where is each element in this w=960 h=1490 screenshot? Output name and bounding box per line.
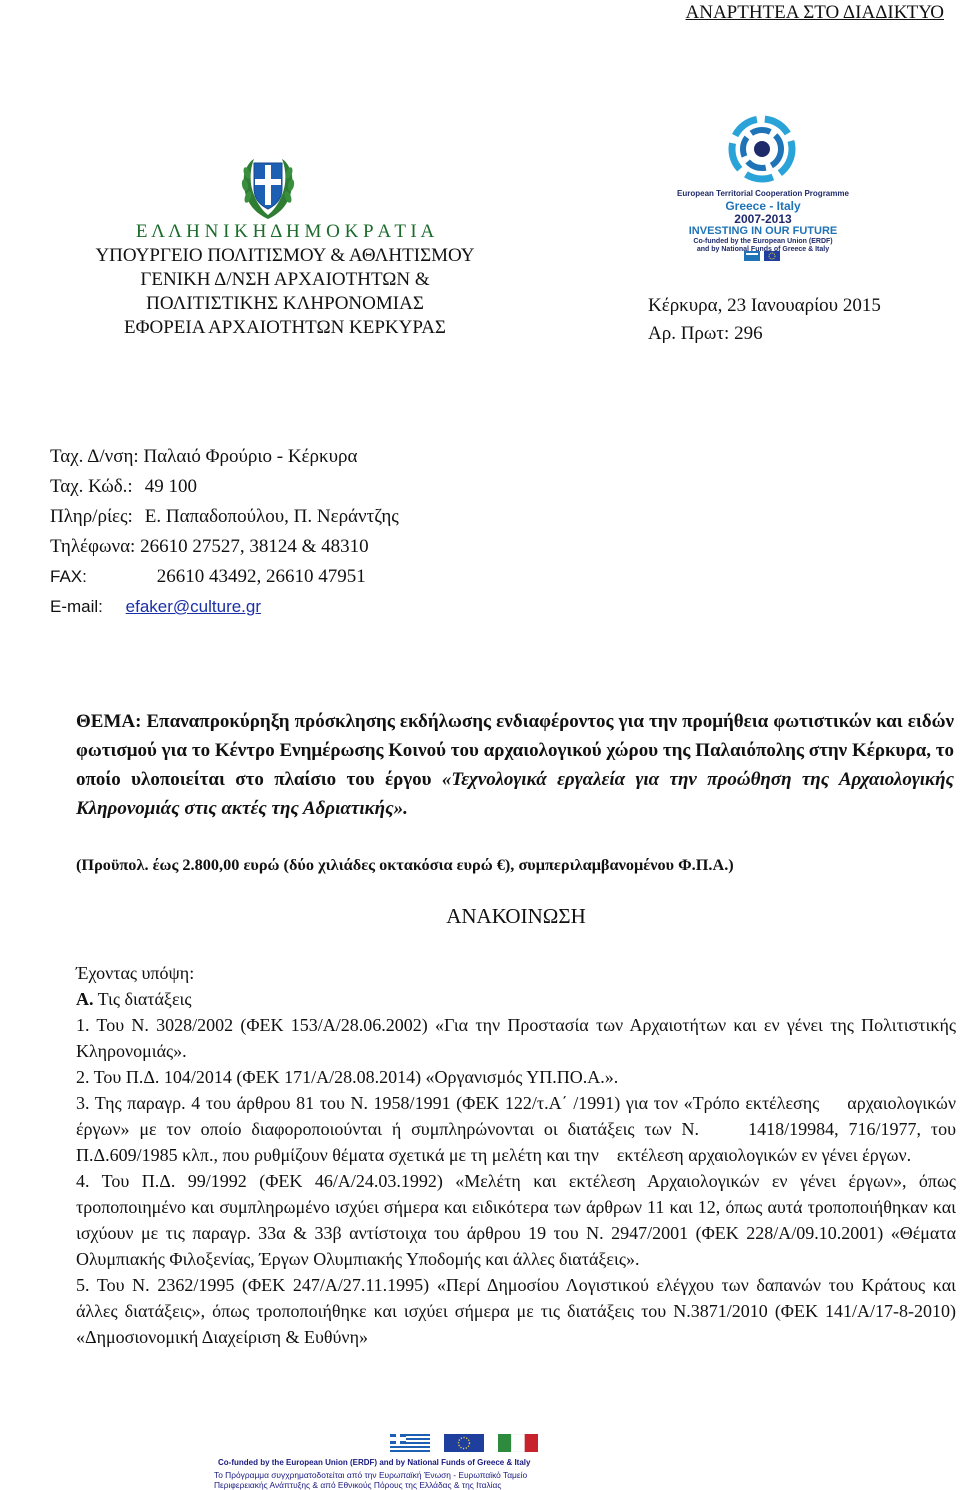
address-label: Ταχ. Δ/νση:: [50, 446, 139, 467]
programme-line5: Co-funded by the European Union (ERDF): [693, 238, 833, 245]
address-value: Παλαιό Φρούριο - Κέρκυρα: [143, 446, 358, 467]
contact-phone-row: [50, 532, 399, 562]
email-label: E-mail:: [50, 597, 103, 616]
programme-line2: Greece - Italy: [725, 199, 801, 213]
section-a-heading: [76, 986, 956, 1012]
programme-line6: and by National Funds of Greece & Italy: [696, 246, 830, 253]
ministry-name: ΥΠΟΥΡΓΕΙΟ ΠΟΛΙΤΙΣΜΟΥ & ΑΘΛΗΤΙΣΜΟΥ: [95, 245, 475, 266]
subject-budget: (Προϋπολ. έως 2.800,00 ευρώ (δύο χιλιάδες οκτακόσια ευρώ €), συμπεριλαμβανομένου Φ.Π.Α.): [76, 855, 734, 874]
fax-value: 26610 43492, 26610 47951: [156, 566, 366, 587]
programme-line3: 2007-2013: [734, 212, 792, 226]
greek-flag-icon: [390, 1434, 430, 1452]
section-a-letter: Α.: [76, 989, 94, 1009]
footer-line-1: Co-funded by the European Union (ERDF) and by National Funds of Greece & Italy: [218, 1458, 531, 1467]
ephorate-name: ΕΦΟΡΕΙΑ ΑΡΧΑΙΟΤΗΤΩΝ ΚΕΡΚΥΡΑΣ: [123, 317, 446, 338]
provision-item-2: 2. Του Π.Δ. 104/2014 (ΦΕΚ 171/Α/28.08.2014) «Οργανισμός ΥΠ.ΠΟ.Α.».: [76, 1067, 619, 1087]
contact-zip-row: [50, 472, 399, 502]
footer-line-2: Το Πρόγραμμα συγχρηματοδοτείται από την Ευρωπαϊκή Ένωση - Ευρωπαϊκό Ταμείο: [214, 1470, 528, 1480]
email-link[interactable]: efaker@culture.gr: [125, 597, 262, 616]
country-name: Ε Λ Λ Η Ν Ι Κ Η Δ Η Μ Ο Κ Ρ Α Τ Ι Α: [135, 221, 435, 242]
subject-text: ΘΕΜΑ: Επαναπροκύρηξη πρόσκλησης εκδήλωσης ενδιαφέροντος για την προμήθεια φωτιστικών και ειδών φωτισμού για το Κέντρο Ενημέρωσης Κοινού του αρχαιολογικού χώρου της Παλαιόπολης στην Κέρκυρα, το οποίο υλοποιείται στο πλαίσιο του έργου: [76, 711, 954, 790]
contact-block: [50, 442, 399, 622]
zip-value: 49 100: [144, 476, 197, 497]
directorate-name: ΓΕΝΙΚΗ Δ/ΝΣΗ ΑΡΧΑΙΟΤΗΤΩΝ &: [140, 269, 430, 290]
section-a-text: Τις διατάξεις: [93, 989, 192, 1009]
announcement-body: [76, 960, 956, 1350]
date-line: Κέρκυρα, 23 Ιανουαρίου 2015: [648, 295, 881, 316]
footer-flags: [390, 1434, 538, 1452]
italian-flag-icon: [498, 1434, 538, 1452]
contact-info-row: [50, 502, 399, 532]
provision-item-3: 3. Της παραγρ. 4 του άρθρου 81 του Ν. 1958/1991 (ΦΕΚ 122/τ.Α΄ /1991) για τον «Τρόπο εκτέλεσης αρχαιολογικών έργων» με τον οποίο διαφοροποιούνται ή συμπληρώνονται οι διατάξεις των Ν. 1418/19984, 716/1977, του Π.Δ.609/1985 κλπ., που ρυθμίζουν θέματα σχετικά με τη μελέτη και την εκτέλεση αρχαιολογικών εν γένει έργων.: [76, 1093, 956, 1165]
fax-label: FAX:: [50, 567, 87, 586]
date-block: [648, 292, 881, 348]
provision-item-4: 4. Του Π.Δ. 99/1992 (ΦΕΚ 46/Α/24.03.1992) «Μελέτη και εκτέλεση Αρχαιολογικών εν γένει έργων», όπως τροποποιημένο και συμπληρωμένο ισχύει σήμερα και ειδικότερα των άρθρων 11 και 12, όπως αυτά τροποποιήθηκαν και ισχύουν με τις παραγρ. 33α & 33β αντίστοιχα του άρθρου 19 του Ν. 2947/2001 (ΦΕΚ 228/Α/09.10.2001) «Θέματα Ολυμπιακής Φιλοξενίας, Έργων Ολυμπιακής Υποδομής και άλλες διατάξεις».: [76, 1171, 956, 1269]
greek-emblem-icon: [236, 155, 300, 223]
footer-line-3: Περιφερειακής Ανάπτυξης & από Εθνικούς Πόρους της Ελλάδας & της Ιταλίας: [214, 1480, 502, 1490]
contact-fax-row: [50, 562, 399, 592]
zip-label: Ταχ. Κώδ.:: [50, 476, 133, 497]
info-label: Πληρ/ρίες:: [50, 506, 133, 527]
phone-label: Τηλέφωνα:: [50, 536, 136, 557]
provision-item-1: 1. Του Ν. 3028/2002 (ΦΕΚ 153/Α/28.06.2002) «Για την Προστασία των Αρχαιοτήτων και εν γένει της Πολιτιστικής Κληρονομιάς».: [76, 1015, 956, 1061]
subject-project: «Τεχνολογικά εργαλεία για την προώθηση της Αρχαιολογικής Κληρονομιάς στις ακτές της Αδριατικής».: [76, 769, 955, 819]
footer-funding: [200, 1432, 760, 1490]
programme-line1: European Territorial Cooperation Programme: [677, 189, 849, 198]
protocol-number: Αρ. Πρωτ: 296: [648, 323, 763, 344]
posted-notice: ΑΝΑΡΤΗΤΕΑ ΣΤΟ ΔΙΑΔΙΚΤΥΟ: [685, 2, 944, 23]
programme-line4: INVESTING IN OUR FUTURE: [688, 225, 838, 237]
directorate-name-cont: ΠΟΛΙΤΙΣΤΙΚΗΣ ΚΛΗΡΟΝΟΜΙΑΣ: [146, 293, 424, 314]
announcement-title: ΑΝΑΚΟΙΝΩΣΗ: [446, 904, 586, 928]
programme-logo: [640, 105, 886, 263]
contact-address-row: [50, 442, 399, 472]
provision-item-5: 5. Του Ν. 2362/1995 (ΦΕΚ 247/Α/27.11.1995) «Περί Δημοσίου Λογιστικού ελέγχου των δαπανών του Κράτους και άλλες διατάξεις», όπως τροποποιήθηκε και ισχύει σήμερα με τις διατάξεις του Ν.3871/2010 (ΦΕΚ 141/Α/17-8-2010) «Δημοσιονομική Διαχείριση & Ευθύνη»: [76, 1275, 956, 1347]
info-value: Ε. Παπαδοπούλου, Π. Νεράντζης: [144, 506, 399, 527]
phone-value: 26610 27527, 38124 & 48310: [140, 536, 369, 557]
considering-line: Έχοντας υπόψη:: [76, 963, 195, 983]
eu-flag-icon: [444, 1434, 484, 1452]
ministry-header: [40, 220, 530, 340]
subject-paragraph: [76, 707, 954, 823]
contact-email-row: [50, 592, 399, 622]
